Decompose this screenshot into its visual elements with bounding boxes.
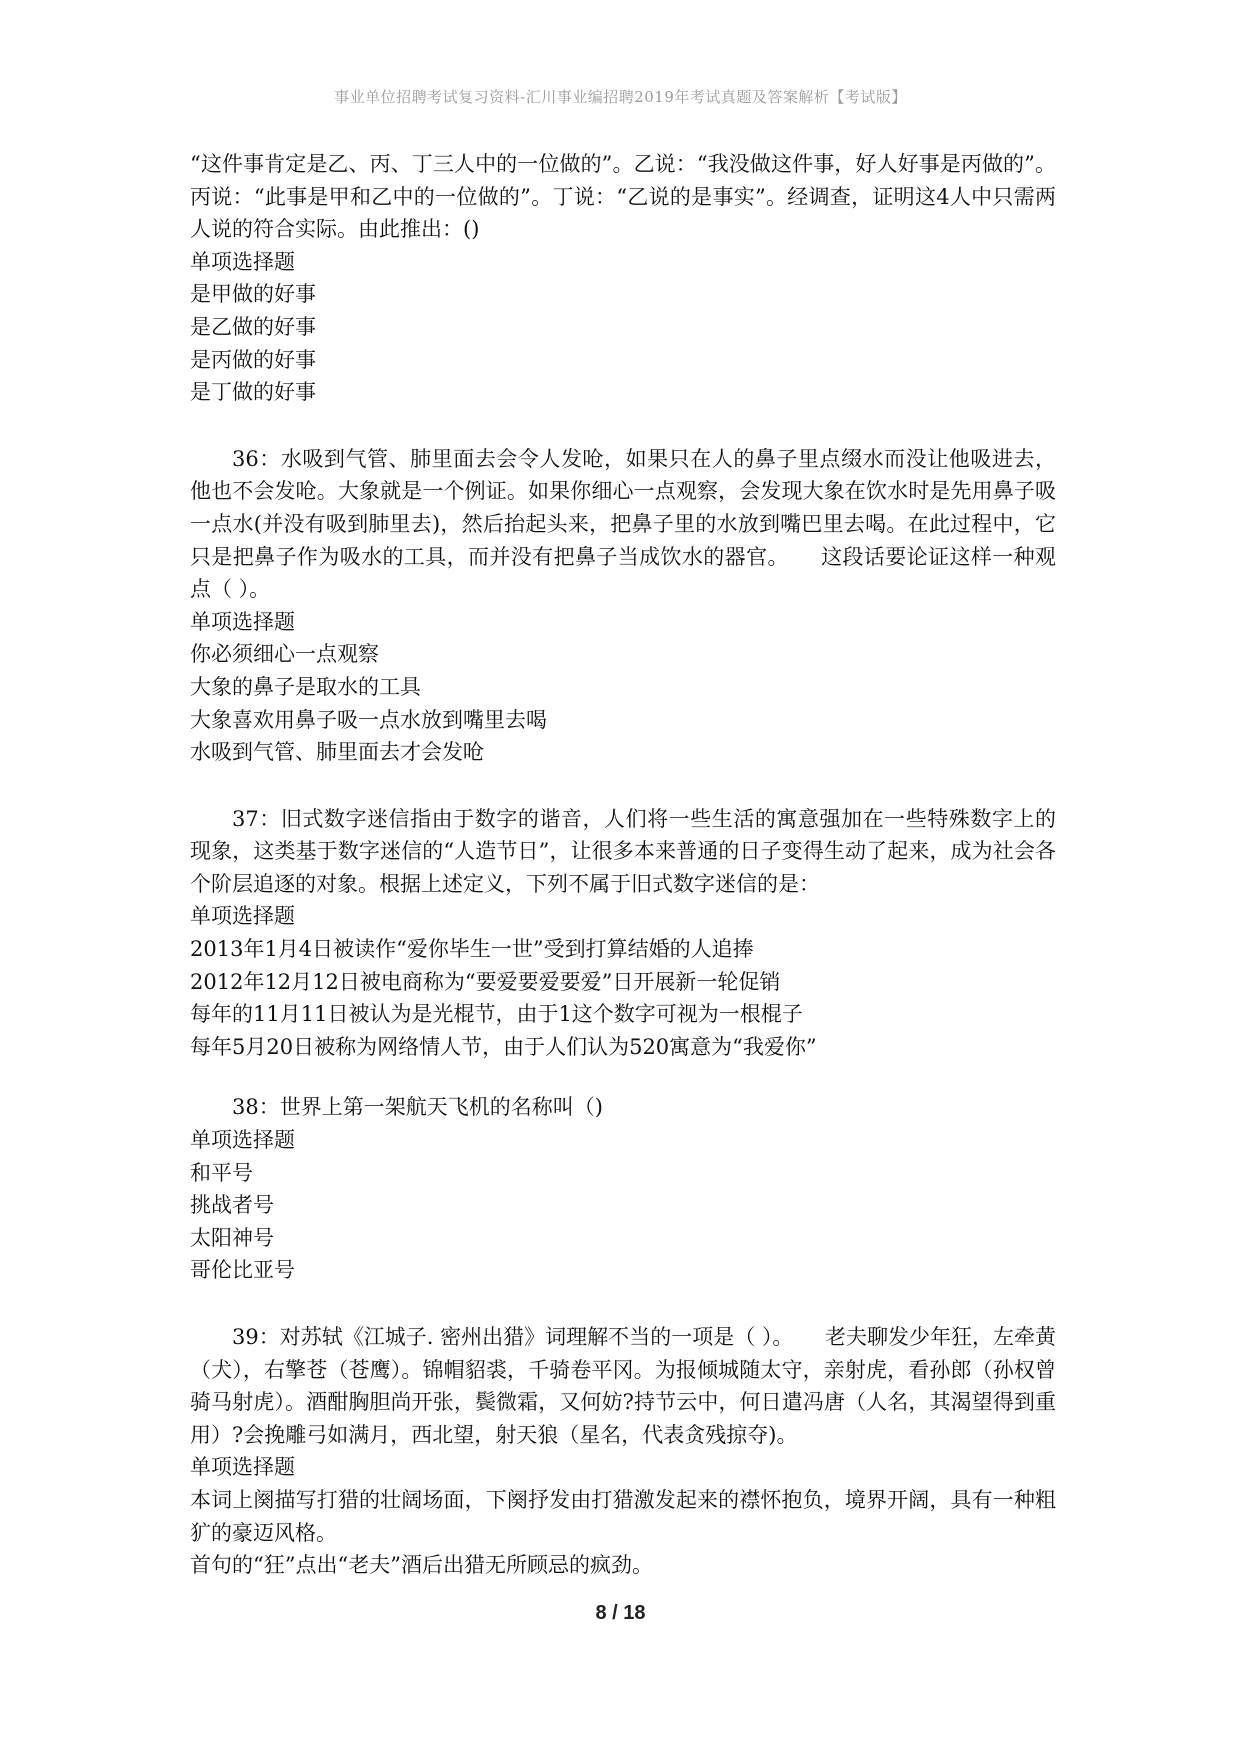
option: 挑战者号 [190, 1193, 274, 1218]
question-38-text: 38：世界上第一架航天飞机的名称叫（) [232, 1095, 603, 1120]
question-39-block [190, 1321, 1056, 1582]
question-38-block [190, 1091, 1056, 1287]
option: 是甲做的好事 [190, 282, 316, 307]
option: 你必须细心一点观察 [190, 642, 379, 667]
question-type: 单项选择题 [190, 609, 295, 634]
option: 大象的鼻子是取水的工具 [190, 674, 421, 699]
question-37-block [190, 803, 1056, 1064]
question-type: 单项选择题 [190, 1128, 295, 1153]
question-36-text: 36：水吸到气管、肺里面去会令人发呛，如果只在人的鼻子里点缀水而没让他吸进去，他也不会发呛。大象就是一个例证。如果你细心一点观察，会发现大象在饮水时是先用鼻子吸一点水(并没有吸到肺里去)，然后抬起头来，把鼻子里的水放到嘴巴里去喝。在此过程中，它只是把鼻子作为吸水的工具，而并没有把鼻子当成饮水的器官。 这段话要论证这样一种观点（ ）。 [190, 446, 1056, 602]
question-type: 单项选择题 [190, 904, 295, 929]
page-content [190, 148, 1056, 1582]
option: 每年的11月11日被认为是光棍节，由于1这个数字可视为一根棍子 [190, 1002, 803, 1027]
question-type: 单项选择题 [190, 1455, 295, 1480]
question-37-text: 37：旧式数字迷信指由于数字的谐音，人们将一些生活的寓意强加在一些特殊数字上的现象，这类基于数字迷信的“人造节日”，让很多本来普通的日子变得生动了起来，成为社会各个阶层追逐的对象。根据上述定义，下列不属于旧式数字迷信的是： [190, 806, 1056, 896]
question-39-text: 39：对苏轼《江城子. 密州出猎》词理解不当的一项是（ ）。 老夫聊发少年狂，左牵黄（犬），右擎苍（苍鹰）。锦帽貂裘，千骑卷平冈。为报倾城随太守，亲射虎，看孙郎（孙权曾骑马射虎）。酒酣胸胆尚开张，鬓微霜，又何妨?持节云中，何日遣冯唐（人名，其渴望得到重用）?会挽雕弓如满月，西北望，射天狼（星名，代表贪残掠夺)。 [190, 1325, 1056, 1447]
option: 首句的“狂”点出“老夫”酒后出猎无所顾忌的疯劲。 [190, 1553, 653, 1578]
option: 大象喜欢用鼻子吸一点水放到嘴里去喝 [190, 707, 547, 732]
option: 本词上阕描写打猎的壮阔场面，下阕抒发由打猎激发起来的襟怀抱负，境界开阔，具有一种粗犷的豪迈风格。 [190, 1487, 1056, 1545]
option: 水吸到气管、肺里面去才会发呛 [190, 740, 484, 765]
option: 是丙做的好事 [190, 347, 316, 372]
option: 和平号 [190, 1160, 253, 1185]
question-35-block [190, 148, 1056, 409]
question-type: 单项选择题 [190, 249, 295, 274]
option: 2012年12月12日被电商称为“要爱要爱要爱”日开展新一轮促销 [190, 969, 781, 994]
page-header: 事业单位招聘考试复习资料-汇川事业编招聘2019年考试真题及答案解析【考试版】 [334, 88, 907, 106]
option: 2013年1月4日被读作“爱你毕生一世”受到打算结婚的人追捧 [190, 937, 754, 962]
page-number: 8 / 18 [595, 1602, 646, 1624]
question-35-continuation: “这件事肯定是乙、丙、丁三人中的一位做的”。乙说：“我没做这件事，好人好事是丙做的”。丙说：“此事是甲和乙中的一位做的”。丁说：“乙说的是事实”。经调查，证明这4人中只需两人说的符合实际。由此推出：() [190, 152, 1056, 242]
option: 是丁做的好事 [190, 380, 316, 405]
option: 是乙做的好事 [190, 314, 316, 339]
option: 每年5月20日被称为网络情人节，由于人们认为520寓意为“我爱你” [190, 1034, 817, 1059]
option: 哥伦比亚号 [190, 1258, 295, 1283]
question-36-block [190, 443, 1056, 769]
option: 太阳神号 [190, 1225, 274, 1250]
